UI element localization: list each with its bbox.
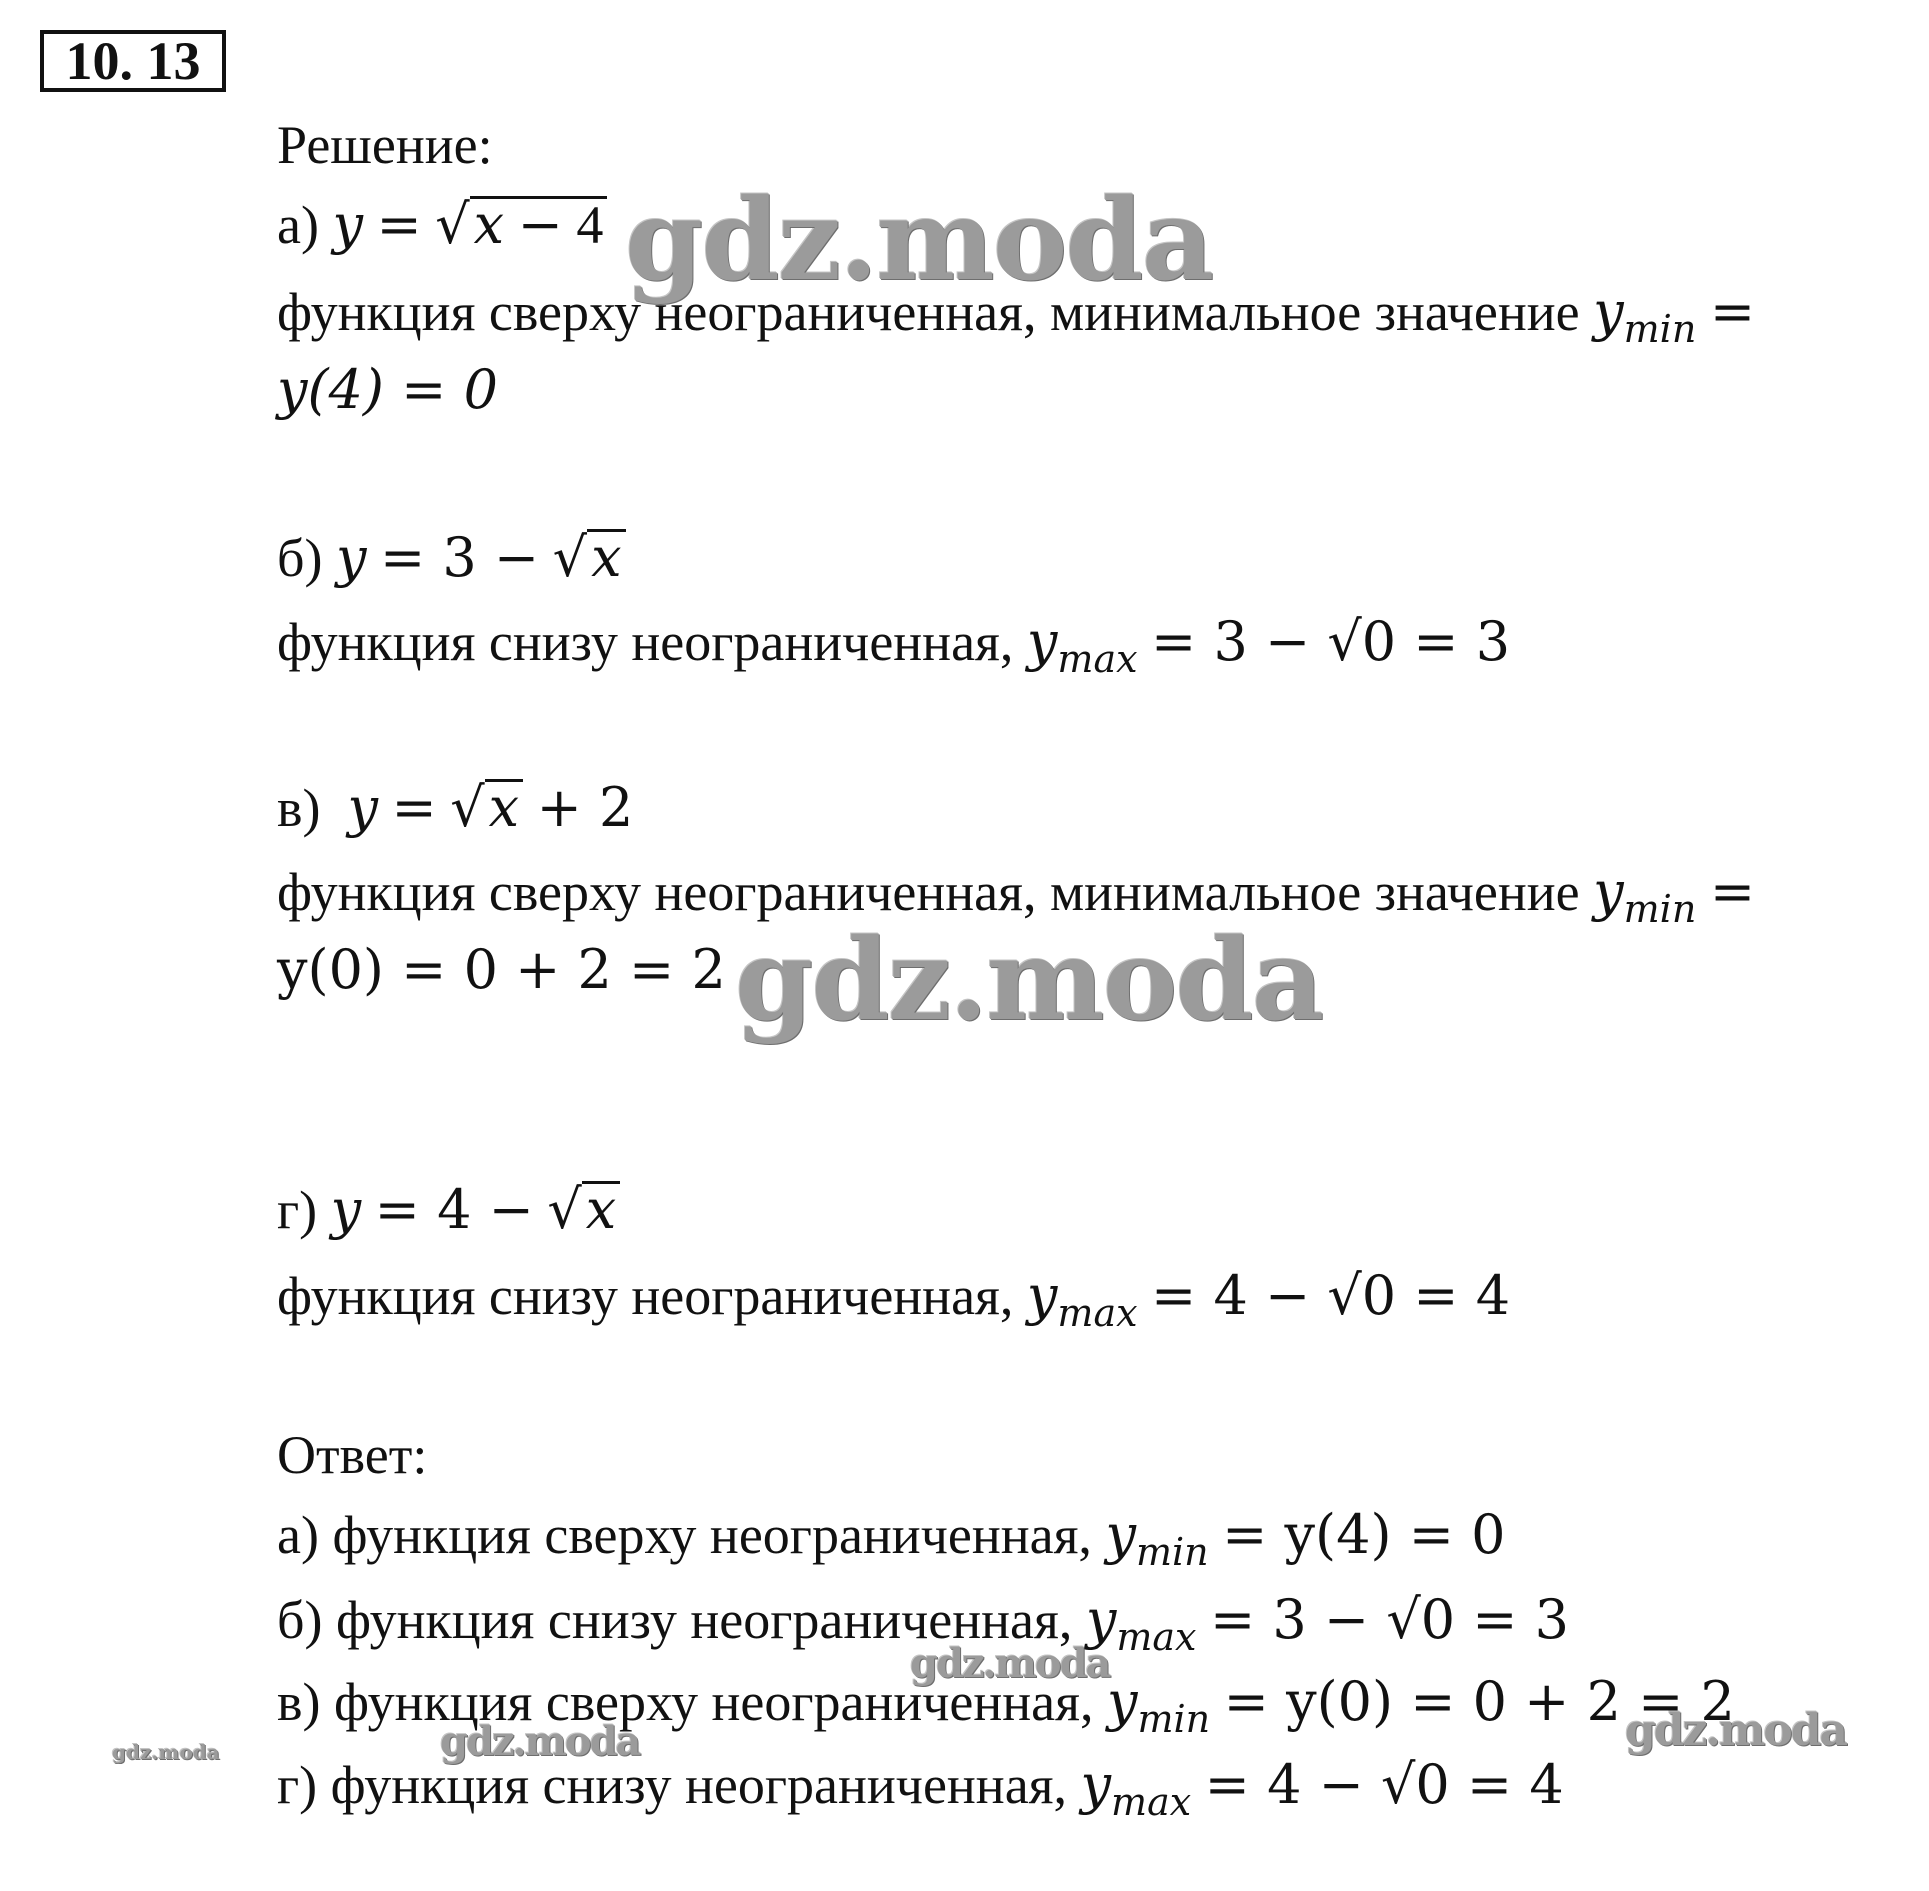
part-a-equation: а) y = √x − 4 xyxy=(277,195,607,255)
part-a-result: y(4) = 0 xyxy=(277,358,498,421)
sqrt-a: √x − 4 xyxy=(435,195,607,255)
answer-d: г) функция снизу неограниченная, $y_{max} = 4 - √0 = 4$ xyxy=(277,1753,1564,1824)
watermark: gdz.moda xyxy=(910,1640,1110,1687)
solution-label: Решение: xyxy=(277,115,493,175)
part-c-equation: в) y = √x + 2 xyxy=(277,776,634,839)
watermark: gdz.moda xyxy=(625,175,1213,306)
part-a-text: функция сверху неограниченная, минимальное значение $y_{min}$ = xyxy=(277,280,1756,351)
part-c-result: y(0) = 0 + 2 = 2 xyxy=(277,938,726,1001)
watermark: gdz.moda xyxy=(440,1718,640,1765)
part-d-equation: г) y = 4 − √x xyxy=(277,1180,620,1240)
problem-number: 10. 13 xyxy=(40,30,226,92)
part-b-text: функция снизу неограниченная, $y_{max} = 3 - √0 = 3$ xyxy=(277,610,1511,681)
answer-a: а) функция сверху неограниченная, $y_{min} = y(4) = 0$ xyxy=(277,1503,1506,1574)
watermark: gdz.moda xyxy=(112,1740,220,1764)
watermark: gdz.moda xyxy=(1625,1705,1847,1756)
answer-label: Ответ: xyxy=(277,1425,428,1485)
part-d-label: г) xyxy=(277,1180,318,1240)
part-c-text: функция сверху неограниченная, минимальное значение $y_{min}$ = xyxy=(277,860,1756,931)
part-c-label: в) xyxy=(277,778,321,838)
part-b-label: б) xyxy=(277,528,323,588)
watermark: gdz.moda xyxy=(735,915,1323,1046)
part-b-equation: б) y = 3 − √x xyxy=(277,528,626,588)
part-d-text: функция снизу неограниченная, $y_{max} = 4 - √0 = 4$ xyxy=(277,1264,1511,1335)
answer-c: в) функция сверху неограниченная, $y_{min} = y(0) = 0 + 2 = 2$ xyxy=(277,1670,1735,1741)
part-a-label: а) xyxy=(277,195,319,255)
answer-b: б) функция снизу неограниченная, $y_{max} = 3 - √0 = 3$ xyxy=(277,1588,1570,1659)
